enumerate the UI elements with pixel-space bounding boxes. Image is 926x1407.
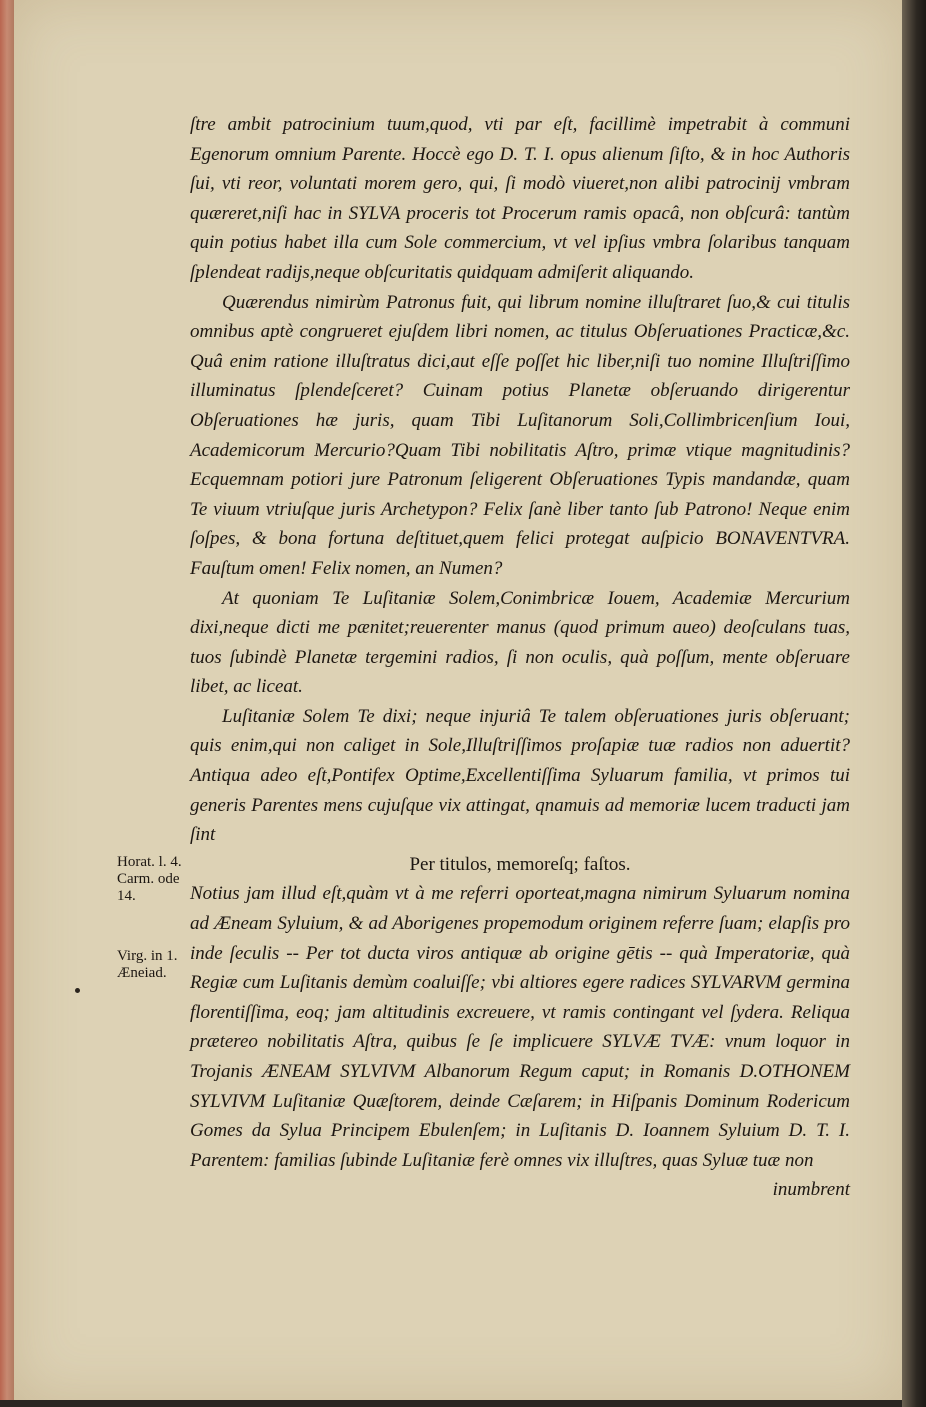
paragraph-5: Notius jam illud eſt,quàm vt à me referri oporteat,magna nimirum Syluarum nomina ad Æneam Syluium, & ad Aborigenes propemodum originem referre ſuam; elapſis pro inde ſeculis -- Per tot ducta viros antiquæ ab origine gētis -- quà Imperatoriæ, quà Regiæ cum Luſitanis demùm coaluiſſe; vbi altiores egere radices SYLVARVM germina florentiſſima, eoq; jam altitudinis excreuere, vt ramis contingant vel ſydera. Reliqua prætereo nobilitatis Aſtra, quibus ſe ſe implicuere SYLVÆ TVÆ: vnum loquor in Trojanis ÆNEAM SYLVIVM Albanorum Regum caput; in Romanis D.OTHONEM SYLVIVM Luſitaniæ Quæſtorem, deinde Cæſarem; in Hiſpanis Dominum Rodericum Gomes da Sylua Principem Ebulenſem; in Luſitanis D. Ioannem Syluium D. T. I. Parentem: familias ſubinde Luſitaniæ ferè omnes vix illuſtres, quas Syluæ tuæ non	[190, 883, 850, 1171]
catchword: inumbrent	[772, 1179, 850, 1201]
book-binding-edge	[902, 0, 926, 1407]
ink-dot	[75, 988, 80, 993]
margin-note-horace: Horat. l. 4. Carm. ode 14.	[117, 854, 182, 904]
paragraph-3: At quoniam Te Luſitaniæ Solem,Conimbricæ Iouem, Academiæ Mercurium dixi,neque dicti me pænitet;reuerenter manus (quod primum aueo) deoſculans tuas, tuos ſubindè Planetæ tergemini radios, ſi non oculis, quà poſſum, mente obſeruare libet, ac liceat.	[190, 587, 850, 698]
paragraph-2: Quærendus nimirùm Patronus fuit, qui librum nomine illuſtraret ſuo,& cui titulis omnibus aptè congrueret ejuſdem libri nomen, ac titulus Obſeruationes Practicæ,&c. Quâ enim ratione illuſtratus dici,aut eſſe poſſet hic liber,niſi tuo nomine Illuſtriſſimo illuminatus ſplendeſceret? Cuinam potius Planetæ obſeruando dirigerentur Obſeruationes hæ juris, quam Tibi Luſitanorum Soli,Collimbricenſium Ioui, Academicorum Mercurio?Quam Tibi nobilitatis Aſtro, primæ vtique magnitudinis? Ecquemnam potiori jure Patronum ſeligerent Obſeruationes Typis mandandæ, quam Te viuum vtriuſque juris Archetypon? Felix ſanè liber tanto ſub Patrono! Neque enim ſoſpes, & bona fortuna deſtituet,quem felici protegat auſpicio BONAVENTVRA. Fauſtum omen! Felix nomen, an Numen?	[190, 291, 850, 579]
margin-note-virgil: Virg. in 1. Æneiad.	[117, 948, 178, 981]
paragraph-4: Luſitaniæ Solem Te dixi; neque injuriâ Te talem obſeruationes juris obſeruant; quis enim,qui non caliget in Sole,Illuſtriſſimos proſapiæ tuæ radios non aduertit? Antiqua adeo eſt,Pontifex Optime,Excellentiſſima Syluarum familia, vt primos tui generis Parentes mens cujuſque vix attingat, qnamuis ad memoriæ lucem traducti jam ſint	[190, 705, 850, 846]
page-left-edge	[0, 0, 14, 1400]
verse-quotation: Per titulos, memoreſq; faſtos.	[409, 853, 631, 875]
paragraph-1: ſtre ambit patrocinium tuum,quod, vti par eſt, facillimè impetrabit à communi Egenorum omnium Parente. Hoccè ego D. T. I. opus alienum ſiſto, & in hoc Authoris ſui, vti reor, voluntati morem gero, qui, ſi modò viueret,non alibi patrocinij vmbram quæreret,niſi hac in SYLVA proceris tot Procerum ramis opacâ, non obſcurâ: tantùm quin potius habet illa cum Sole commercium, vt vel ipſius vmbra ſolaribus tanquam ſplendeat radijs,neque obſcuritatis quidquam admiſerit aliquando.	[190, 114, 850, 283]
main-text-block	[190, 110, 850, 1205]
